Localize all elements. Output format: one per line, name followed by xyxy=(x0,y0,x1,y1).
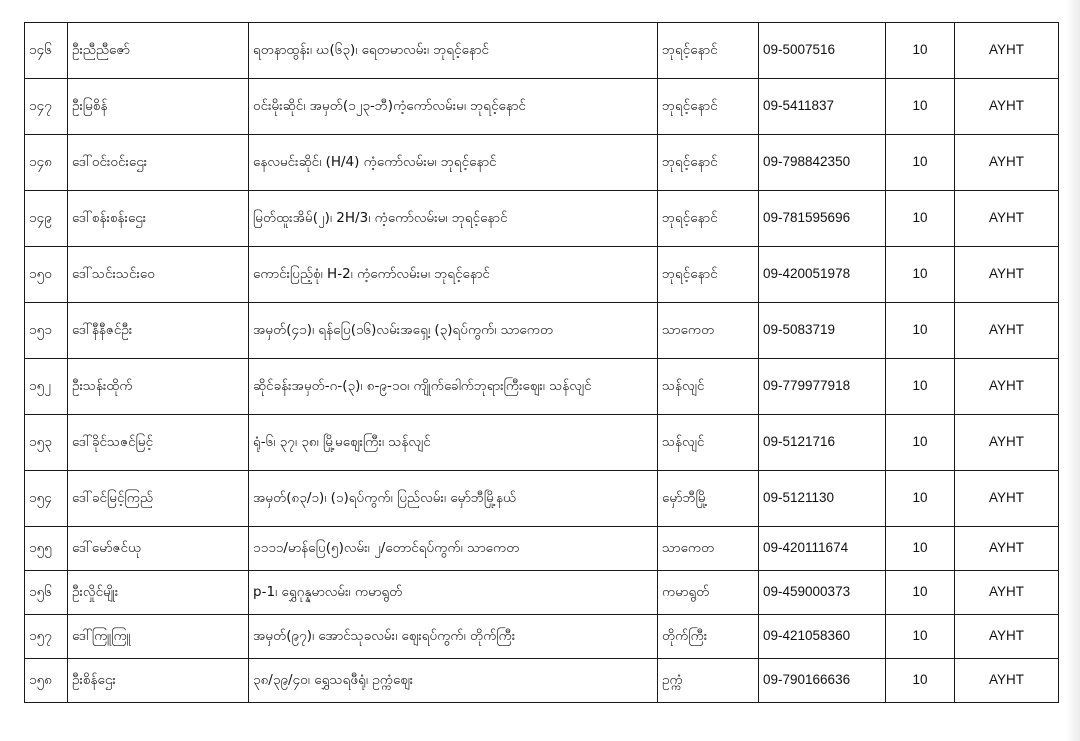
code-cell: AYHT xyxy=(955,359,1059,415)
row-number-cell: ၁၄၉ xyxy=(25,191,68,247)
row-number-cell: ၁၄၈ xyxy=(25,135,68,191)
township-cell: သန်လျင် xyxy=(658,359,759,415)
quantity-cell: 10 xyxy=(886,659,955,703)
township-cell: ဘုရင့်နောင် xyxy=(658,247,759,303)
table-row xyxy=(25,79,1059,135)
code-cell: AYHT xyxy=(955,471,1059,527)
address-cell: နေလမင်းဆိုင်၊ (H/4) ကံ့ကော်လမ်းမ၊ ဘုရင့်နောင် xyxy=(249,135,658,191)
phone-number-cell: 09-779977918 xyxy=(759,359,886,415)
table-row xyxy=(25,191,1059,247)
address-cell: အမှတ်(၄၁)၊ ရန်ပြေ(၁၆)လမ်းအရှေ့၊ (၃)ရပ်ကွက်၊ သာကေတ xyxy=(249,303,658,359)
code-cell: AYHT xyxy=(955,303,1059,359)
table-row xyxy=(25,615,1059,659)
address-cell: ရတနာထွန်း၊ ဃ(၆၃)၊ ရေတမာလမ်း၊ ဘုရင့်နောင် xyxy=(249,23,658,79)
table-row xyxy=(25,303,1059,359)
code-cell: AYHT xyxy=(955,247,1059,303)
code-cell: AYHT xyxy=(955,191,1059,247)
quantity-cell: 10 xyxy=(886,359,955,415)
phone-number-cell: 09-459000373 xyxy=(759,571,886,615)
quantity-cell: 10 xyxy=(886,303,955,359)
code-cell: AYHT xyxy=(955,659,1059,703)
code-cell: AYHT xyxy=(955,571,1059,615)
row-number-cell: ၁၅၆ xyxy=(25,571,68,615)
township-cell: မှော်ဘီမြို့ xyxy=(658,471,759,527)
contact-name-cell: ဦးလှိုင်မျိုး xyxy=(68,571,249,615)
code-cell: AYHT xyxy=(955,135,1059,191)
row-number-cell: ၁၅၃ xyxy=(25,415,68,471)
contact-name-cell: ဒေါ်ခိုင်သဇင်မြင့် xyxy=(68,415,249,471)
phone-number-cell: 09-781595696 xyxy=(759,191,886,247)
contact-name-cell: ဒေါ်စန်းစန်းဌေး xyxy=(68,191,249,247)
code-cell: AYHT xyxy=(955,415,1059,471)
contact-name-cell: ဒေါ်နီနီဇင်ဦး xyxy=(68,303,249,359)
page-edge-shadow xyxy=(1066,0,1080,741)
quantity-cell: 10 xyxy=(886,191,955,247)
address-cell: အမှတ်(၉၇)၊ အောင်သုခလမ်း၊ ဈေးရပ်ကွက်၊ တိုက်ကြီး xyxy=(249,615,658,659)
table-row xyxy=(25,527,1059,571)
phone-number-cell: 09-790166636 xyxy=(759,659,886,703)
quantity-cell: 10 xyxy=(886,79,955,135)
contact-name-cell: ဒေါ်မော်ဇင်ယု xyxy=(68,527,249,571)
phone-number-cell: 09-420111674 xyxy=(759,527,886,571)
quantity-cell: 10 xyxy=(886,571,955,615)
table-row xyxy=(25,247,1059,303)
row-number-cell: ၁၅၀ xyxy=(25,247,68,303)
address-cell: ကောင်းပြည့်စုံ၊ H-2၊ ကံ့ကော်လမ်းမ၊ ဘုရင့်နောင် xyxy=(249,247,658,303)
table-row xyxy=(25,471,1059,527)
table-row xyxy=(25,135,1059,191)
contact-name-cell: ဦးမြစိန် xyxy=(68,79,249,135)
phone-number-cell: 09-421058360 xyxy=(759,615,886,659)
address-cell: ဝင်းမိုးဆိုင်၊ အမှတ်(၁၂၃-ဘီ)ကံ့ကော်လမ်းမ၊ ဘုရင့်နောင် xyxy=(249,79,658,135)
code-cell: AYHT xyxy=(955,23,1059,79)
quantity-cell: 10 xyxy=(886,135,955,191)
contact-name-cell: ဦးသန်းထိုက် xyxy=(68,359,249,415)
address-cell: ၃၈/၃၉/၄၀၊ ရွှေသရဖီရုံ၊ ဥက္ကံဈေး xyxy=(249,659,658,703)
address-cell: ရုံ-၆၊ ၃၇၊ ၃၈၊ မြို့မဈေးကြီး၊ သန်လျင် xyxy=(249,415,658,471)
township-cell: တိုက်ကြီး xyxy=(658,615,759,659)
phone-number-cell: 09-5411837 xyxy=(759,79,886,135)
township-cell: ကမာရွတ် xyxy=(658,571,759,615)
phone-number-cell: 09-5083719 xyxy=(759,303,886,359)
contact-name-cell: ဦးစိန်ဌေး xyxy=(68,659,249,703)
phone-number-cell: 09-420051978 xyxy=(759,247,886,303)
township-cell: သန်လျင် xyxy=(658,415,759,471)
table-row xyxy=(25,23,1059,79)
address-cell: အမှတ်(၈၃/၁)၊ (၁)ရပ်ကွက်၊ ပြည်လမ်း၊ မှော်ဘီမြို့နယ် xyxy=(249,471,658,527)
row-number-cell: ၁၅၈ xyxy=(25,659,68,703)
row-number-cell: ၁၅၂ xyxy=(25,359,68,415)
contact-name-cell: ဒေါ်သင်းသင်းဝေ xyxy=(68,247,249,303)
quantity-cell: 10 xyxy=(886,247,955,303)
contact-name-cell: ဒေါ်ကြူကြူ xyxy=(68,615,249,659)
address-cell: မြတ်ထူးအိမ်(၂)၊ 2H/3၊ ကံ့ကော်လမ်းမ၊ ဘုရင့်နောင် xyxy=(249,191,658,247)
row-number-cell: ၁၄၇ xyxy=(25,79,68,135)
quantity-cell: 10 xyxy=(886,615,955,659)
address-cell: p-1၊ ရွှေဂုန္နမာလမ်း၊ ကမာရွတ် xyxy=(249,571,658,615)
row-number-cell: ၁၅၅ xyxy=(25,527,68,571)
table-row xyxy=(25,415,1059,471)
phone-number-cell: 09-5007516 xyxy=(759,23,886,79)
contact-name-cell: ဒေါ်ခင်မြင့်ကြည် xyxy=(68,471,249,527)
quantity-cell: 10 xyxy=(886,23,955,79)
table-row xyxy=(25,359,1059,415)
township-cell: ဥက္ကံ xyxy=(658,659,759,703)
township-cell: ဘုရင့်နောင် xyxy=(658,191,759,247)
table-body xyxy=(25,23,1059,703)
township-cell: ဘုရင့်နောင် xyxy=(658,135,759,191)
code-cell: AYHT xyxy=(955,79,1059,135)
row-number-cell: ၁၄၆ xyxy=(25,23,68,79)
code-cell: AYHT xyxy=(955,615,1059,659)
quantity-cell: 10 xyxy=(886,471,955,527)
township-cell: ဘုရင့်နောင် xyxy=(658,79,759,135)
address-cell: ဆိုင်ခန်းအမှတ်-ဂ-(၃)၊ ၈-၉-၁၀၊ ကျိုက်ခေါက်ဘုရားကြီးဈေး၊ သန်လျင် xyxy=(249,359,658,415)
township-cell: သာကေတ xyxy=(658,303,759,359)
address-cell: ၁၁၁၁/မာန်ပြေ(၅)လမ်း၊ ၂/တောင်ရပ်ကွက်၊ သာကေတ xyxy=(249,527,658,571)
row-number-cell: ၁၅၇ xyxy=(25,615,68,659)
distributor-table xyxy=(24,22,1059,703)
row-number-cell: ၁၅၁ xyxy=(25,303,68,359)
table-row xyxy=(25,571,1059,615)
contact-name-cell: ဦးညီညီဇော် xyxy=(68,23,249,79)
table-row xyxy=(25,659,1059,703)
quantity-cell: 10 xyxy=(886,527,955,571)
contact-name-cell: ဒေါ်ဝင်းဝင်းဌေး xyxy=(68,135,249,191)
township-cell: သာကေတ xyxy=(658,527,759,571)
quantity-cell: 10 xyxy=(886,415,955,471)
phone-number-cell: 09-5121130 xyxy=(759,471,886,527)
phone-number-cell: 09-798842350 xyxy=(759,135,886,191)
code-cell: AYHT xyxy=(955,527,1059,571)
row-number-cell: ၁၅၄ xyxy=(25,471,68,527)
phone-number-cell: 09-5121716 xyxy=(759,415,886,471)
township-cell: ဘုရင့်နောင် xyxy=(658,23,759,79)
